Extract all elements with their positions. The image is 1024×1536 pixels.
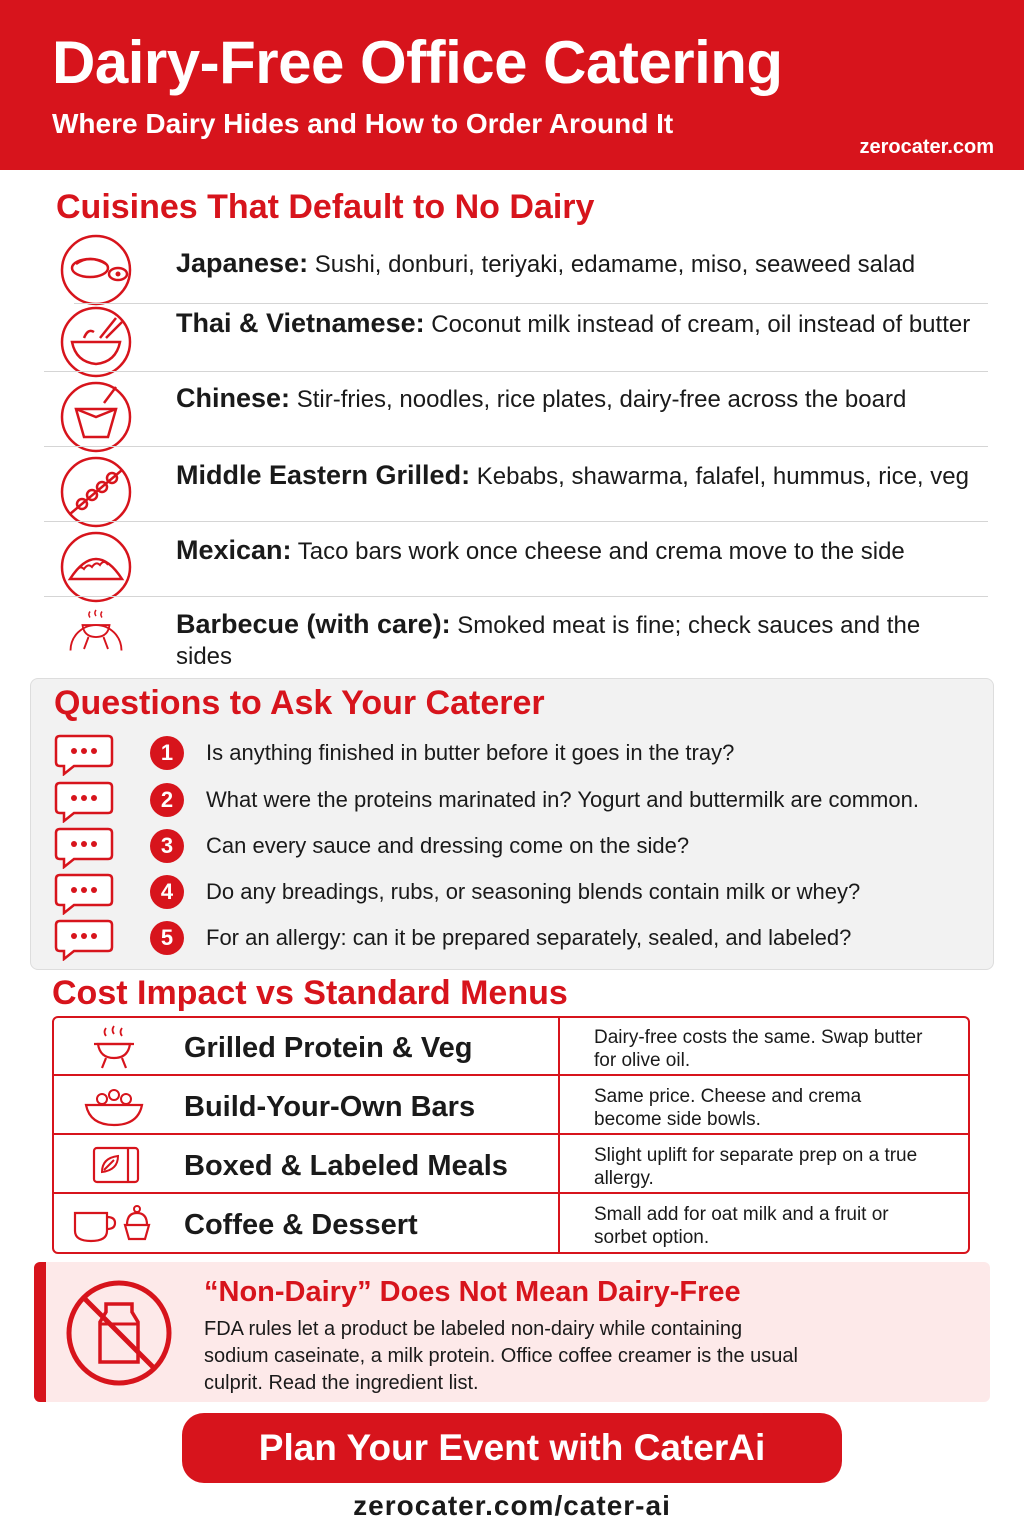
cuisine-text <box>176 609 976 672</box>
menu-type: Coffee & Dessert <box>184 1209 418 1241</box>
page-title: Dairy-Free Office Catering <box>52 29 783 96</box>
cuisine-text <box>176 308 976 340</box>
divider <box>44 521 988 522</box>
cuisine-row <box>44 448 988 522</box>
grill-icon <box>52 601 140 667</box>
cost-table <box>52 1016 970 1254</box>
question-number: 1 <box>150 736 184 770</box>
cuisine-name: Barbecue (with care): <box>176 609 451 639</box>
row-line <box>54 1133 968 1135</box>
cuisine-desc: Kebabs, shawarma, falafel, hummus, rice, veg <box>476 463 969 490</box>
cuisine-row <box>44 523 988 597</box>
question-number: 3 <box>150 829 184 863</box>
menu-type: Boxed & Labeled Meals <box>184 1150 508 1182</box>
menu-type: Build-Your-Own Bars <box>184 1091 476 1123</box>
cost-note: Small add for oat milk and a fruit or sorbet option. <box>594 1204 889 1248</box>
chat-bubble-icon <box>54 825 114 869</box>
warning-title: “Non-Dairy” Does Not Mean Dairy-Free <box>204 1276 741 1308</box>
cta-url-link[interactable]: zerocater.com/cater-ai <box>353 1490 671 1521</box>
question-row <box>54 917 954 961</box>
chat-bubble-icon <box>54 917 114 961</box>
question-row <box>54 871 954 915</box>
page-subtitle: Where Dairy Hides and How to Order Around It <box>52 108 674 139</box>
question-row <box>54 779 954 823</box>
questions-title: Questions to Ask Your Caterer <box>54 684 545 722</box>
cuisine-desc: Coconut milk instead of cream, oil instead of butter <box>431 311 971 338</box>
cuisine-desc: Stir-fries, noodles, rice plates, dairy-free across the board <box>296 386 907 413</box>
salad-bowl-icon <box>72 1083 156 1129</box>
no-milk-icon <box>64 1278 174 1388</box>
cost-note: Dairy-free costs the same. Swap butter for olive oil. <box>594 1027 923 1071</box>
cuisine-text <box>176 535 976 567</box>
coffee-dessert-icon <box>68 1201 158 1247</box>
meal-box-icon <box>72 1142 156 1188</box>
cuisine-desc: Smoked meat is fine; check sauces and the sides <box>176 612 921 670</box>
site-link[interactable]: zerocater.com <box>859 136 994 158</box>
cuisine-text <box>176 460 976 492</box>
cuisines-title: Cuisines That Default to No Dairy <box>56 188 595 226</box>
table-row <box>54 1195 968 1252</box>
table-row <box>54 1136 968 1194</box>
plan-event-button[interactable]: Plan Your Event with CaterAi <box>182 1413 842 1483</box>
divider <box>44 371 988 372</box>
table-row <box>54 1077 968 1135</box>
divider <box>44 446 988 447</box>
question-number: 5 <box>150 921 184 955</box>
row-line <box>54 1192 968 1194</box>
cuisine-text <box>176 383 976 415</box>
warning-text: FDA rules let a product be labeled non-dairy while containing sodium caseinate, a milk protein. Office coffee creamer is the usual culprit. Read the ingredient list. <box>204 1318 798 1394</box>
cuisine-name: Middle Eastern Grilled: <box>176 460 471 490</box>
cuisine-name: Japanese: <box>176 248 309 278</box>
cost-note: Same price. Cheese and crema become side bowls. <box>594 1086 862 1130</box>
chat-bubble-icon <box>54 732 114 776</box>
cuisine-name: Chinese: <box>176 383 291 413</box>
cuisine-name: Mexican: <box>176 535 292 565</box>
grill-icon <box>72 1024 156 1070</box>
cuisine-text <box>176 248 976 280</box>
cuisine-row <box>44 597 988 669</box>
question-text: What were the proteins marinated in? Yogurt and buttermilk are common. <box>206 787 919 812</box>
menu-type: Grilled Protein & Veg <box>184 1032 473 1064</box>
cuisine-desc: Sushi, donburi, teriyaki, edamame, miso, seaweed salad <box>314 251 916 278</box>
question-text: Can every sauce and dressing come on the side? <box>206 833 690 858</box>
chat-bubble-icon <box>54 871 114 915</box>
chat-bubble-icon <box>54 779 114 823</box>
warning-callout <box>34 1262 990 1402</box>
question-row <box>54 732 954 776</box>
cuisine-row <box>44 230 988 304</box>
cuisine-row <box>44 373 988 447</box>
cost-note: Slight uplift for separate prep on a true allergy. <box>594 1145 918 1189</box>
question-text: Is anything finished in butter before it goes in the tray? <box>206 740 735 765</box>
warning-bar <box>34 1262 46 1402</box>
cuisine-desc: Taco bars work once cheese and crema move to the side <box>297 538 905 565</box>
question-text: Do any breadings, rubs, or seasoning blends contain milk or whey? <box>206 879 861 904</box>
row-line <box>54 1074 968 1076</box>
cuisine-name: Thai & Vietnamese: <box>176 308 425 338</box>
cost-title: Cost Impact vs Standard Menus <box>52 974 568 1012</box>
cuisine-row <box>44 298 988 372</box>
question-row <box>54 825 954 869</box>
question-number: 2 <box>150 783 184 817</box>
question-number: 4 <box>150 875 184 909</box>
question-text: For an allergy: can it be prepared separately, sealed, and labeled? <box>206 925 852 950</box>
table-row <box>54 1018 968 1076</box>
